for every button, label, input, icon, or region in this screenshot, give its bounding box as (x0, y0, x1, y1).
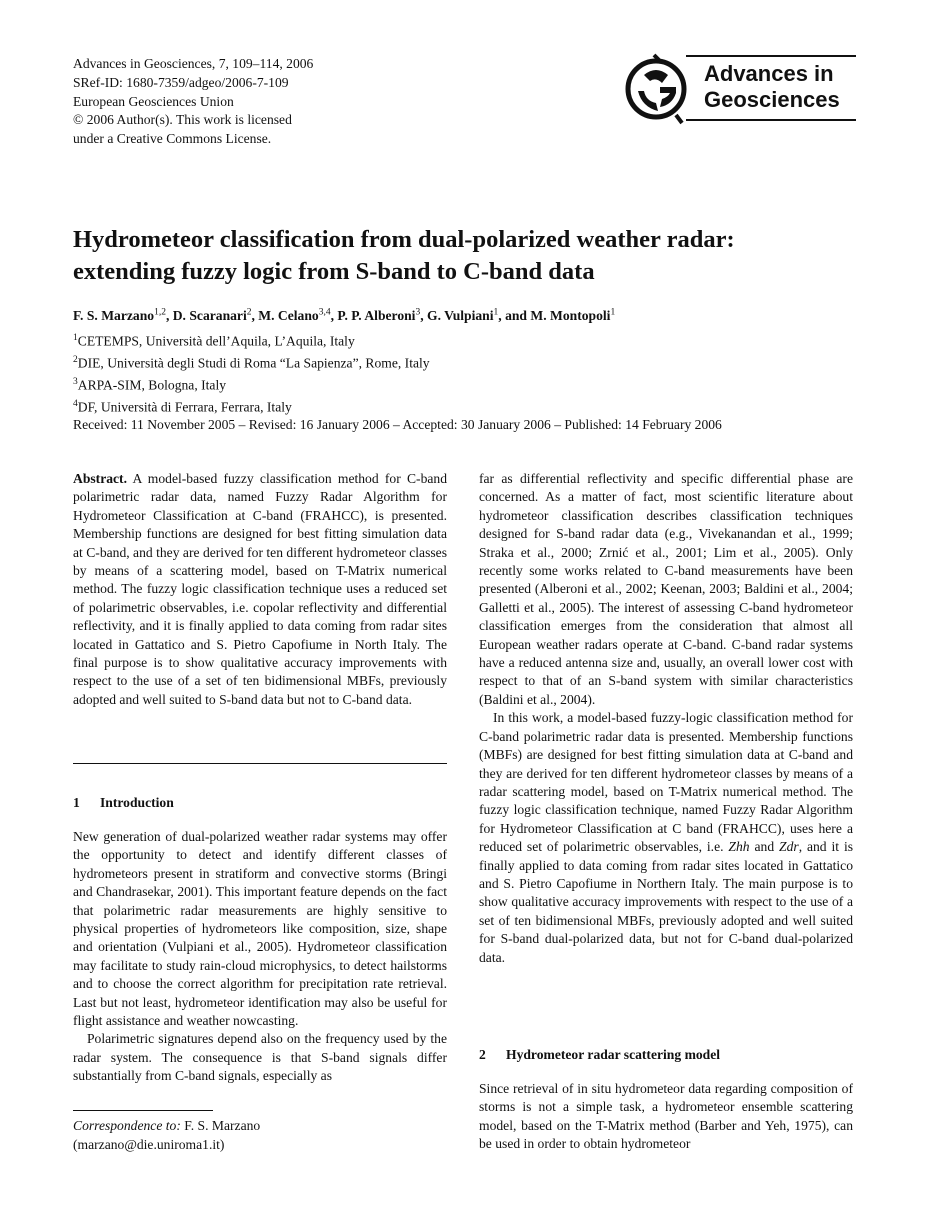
affiliation: $^1$CETEMPS, Università dell’Aquila, L’Aquila, Italy (73, 333, 355, 349)
symbol-zhh: Zhh (728, 839, 750, 855)
affiliation: $^2$DIE, Università degli Studi di Roma “La Sapienza”, Rome, Italy (73, 355, 430, 371)
section-number: 2 (479, 1047, 486, 1062)
publication-dates: Received: 11 November 2005 – Revised: 16 January 2006 – Accepted: 30 January 2006 – Published: 14 February 2006 (73, 417, 722, 432)
paragraph: New generation of dual-polarized weather radar systems may offer the opportunity to detect and identify different classes of hydrometeors present in stratiform and convective storms (Bringi and Chandrasekar, 2001). This important feature depends on the fact that polarimetric radar measurements are highly sensitive to physical properties of hydrometeors like composition, size, shape and orientation (Vulpiani et al., 2005). Hydrometeor classification may facilitate to study rain-cloud microphysics, to detect hailstorms and to choose the correct algorithm for precipitation rate retrieval. Last but not least, hydrometeor identification may also be useful for flight assistance and weather nowcasting. (73, 829, 447, 1029)
journal-logo (624, 53, 856, 125)
author: G. Vulpiani$^1$, and (427, 307, 531, 323)
author: M. Montopoli$^1$ (530, 307, 616, 323)
abstract-label: Abstract. (73, 471, 127, 486)
author: M. Celano$^{3,4}$, (258, 307, 338, 323)
title-line-2: extending fuzzy logic from S-band to C-band data (73, 258, 595, 285)
footnote-divider (73, 1110, 213, 1111)
paper-title (73, 224, 853, 288)
affiliations (73, 329, 430, 418)
section-number: 1 (73, 795, 80, 810)
title-line-1: Hydrometeor classification from dual-polarized weather radar: (73, 226, 735, 253)
paragraph: In this work, a model-based fuzzy-logic classification method for C-band polarimetric radar data is presented. Membership functions (MBFs) are designed for best fitting simulation data at C-band and they are derived for ten different hydrometeor classes by means of a radar scattering model, based on T-Matrix numerical method. The fuzzy logic classification technique, named Fuzzy Radar Algorithm for Hydrometeor Classification at C band (FRAHCC), uses here a reduced set of polarimetric observables, i.e. Zhh and Zdr, and it is finally applied to data coming from radar sites located in Gattatico and S. Pietro Capofiume in Northern Italy. The main purpose is to show qualitative accuracy improvements with respect to the use of a set of ten bidimensional MBFs, previously adopted and well suited for S-band dual-polarized data, but not for C-band dual-polarized data. (479, 710, 854, 965)
journal-citation: Advances in Geosciences, 7, 109–114, 2006 (73, 56, 314, 71)
abstract-divider (73, 763, 447, 764)
affiliation: $^3$ARPA-SIM, Bologna, Italy (73, 377, 227, 393)
paragraph: far as differential reflectivity and specific differential phase are concerned. As a matter of fact, most scientific literature about hydrometeor classification describes classification techniques designed for S-band radar data (e.g., Vivekanandan et al., 1999; Straka et al., 2000; Zrnić et al., 2001; Lim et al., 2005). Only recently some works related to C-band measurements have been presented (Alberoni et al., 2002; Keenan, 2003; Baldini et al., 2004; Galletti et al., 2005). The interest of assessing C-band hydrometeor classification emerges from the consideration that almost all European weather radars operate at C-band. C-band radar systems have a reduced antenna size and, usually, an overall lower cost with respect to that of an S-band system with similar characteristics (Baldini et al., 2004). (479, 471, 853, 707)
section-heading-scattering-model (479, 1046, 720, 1064)
paragraph: Polarimetric signatures depend also on the frequency used by the radar system. The consequence is that S-band signals differ substantially from C-band signals, especially as (73, 1031, 447, 1084)
abstract (73, 470, 447, 709)
author: F. S. Marzano$^{1,2}$, (73, 307, 173, 323)
copyright: © 2006 Author(s). This work is licensed (73, 112, 292, 128)
section-title: Hydrometeor radar scattering model (506, 1047, 721, 1062)
author: D. Scaranari$^2$, (172, 307, 259, 323)
correspondence-label: Correspondence to: (73, 1118, 181, 1133)
left-column (73, 470, 447, 709)
symbol-zdr: Zdr (779, 839, 799, 855)
introduction-body (73, 828, 447, 1086)
section-title: Introduction (100, 795, 174, 810)
logo-rule-bottom (686, 119, 856, 121)
affiliation: $^4$DF, Università di Ferrara, Ferrara, Italy (73, 399, 292, 415)
logo-text (704, 61, 840, 113)
logo-rule-top (686, 55, 856, 57)
publisher: European Geosciences Union (73, 93, 234, 109)
logo-line-2: Geosciences (704, 87, 840, 112)
journal-meta (73, 55, 313, 149)
license: under a Creative Commons License. (73, 131, 272, 147)
section-heading-introduction (73, 794, 174, 812)
correspondence-name: F. S. Marzano (184, 1118, 261, 1133)
abstract-text: A model-based fuzzy classification method for C-band polarimetric radar data, named Fuzzy Radar Algorithm for Hydrometeor Classification at C-band (FRAHCC), is presented. Membership functions are designed for best fitting simulation data at C-band, and they are derived for ten different hydrometeor classes by means of a scattering model, based on T-Matrix numerical method. The fuzzy logic classification technique uses a reduced set of polarimetric observables, i.e. copolar reflectivity and differential reflectivity, and it is finally applied to data coming from radar sites located in Gattatico and S. Pietro Capofiume in North Italy. The final purpose is to show qualitative accuracy improvements with respect to the use of a set of ten bidimensional MBFs, previously adopted and well suited to S-band data but not to C-band data. (73, 471, 447, 707)
sref-id: SRef-ID: 1680-7359/adgeo/2006-7-109 (73, 74, 289, 90)
author: P. P. Alberoni$^3$, (337, 307, 428, 323)
paragraph: Since retrieval of in situ hydrometeor data regarding composition of storms is not a simple task, a hydrometeor ensemble scattering model, based on the T-Matrix method (Barber and Yeh, 1975), can be used in order to obtain hydrometeor (479, 1081, 853, 1152)
correspondence-email: (marzano@die.uniroma1.it) (73, 1136, 225, 1152)
geosciences-globe-icon (624, 53, 692, 125)
scattering-model-body (479, 1080, 853, 1154)
correspondence (73, 1117, 447, 1154)
right-column (479, 470, 853, 967)
logo-line-1: Advances in (704, 61, 834, 86)
author-list (73, 303, 853, 325)
